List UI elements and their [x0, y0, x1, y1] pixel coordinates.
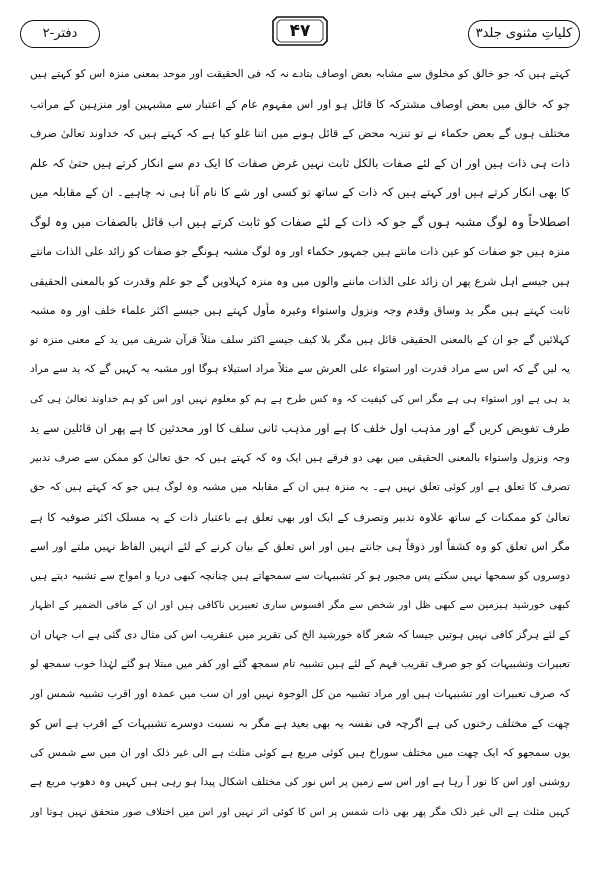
- text-line: تعبیرات وتشبیہات کو جو صرف تقریب فہم کے لئے ہیں تشبیہ تام سمجھ گئے اور کفر میں مبتلا ہو گئے لہٰذا خوب سمجھ لو: [30, 658, 570, 670]
- text-line: چھت کے مختلف رخنوں کی ہے اگرچہ فی نفسہ یہ بھی بعید ہے مگر بہ نسبت دوسرے تشبیہات کے اقرب ہے اس کو: [30, 717, 570, 730]
- text-line: تعالیٰ کو ممکنات کے ساتھ علاوہ تدبیر وتصرف کے ایک اور بھی تعلق ہے باعتبار ذات کے یہ مسلک اکثر صوفیہ کا ہے: [30, 510, 570, 524]
- section-label: دفتر-۲: [20, 20, 100, 48]
- body-text: [30, 60, 570, 827]
- text-line: کہتے ہیں کہ جو خالق کو مخلوق سے مشابہ بعض اوصاف بتادے نہ کہ فی الحقیقت اور موحد بمعنی منزہ اس کو کہتے ہیں: [30, 68, 570, 80]
- text-line: کا بھی انکار کرتے ہیں اور کہتے ہیں کہ ذات کے ساتھ تو کسی اور شے کا نام آنا ہی نہ چاہیے۔ ان کے مقابلہ میں: [30, 185, 570, 199]
- text-line: ید ہی ہے اور استواء ہی ہے مگر اس کی کیفیت کہ وہ کس طرح ہے ہم کو معلوم نہیں اور اس کو ہم خداوند تعالیٰ ہی کی: [30, 393, 570, 405]
- text-line: مگر اس تعلق کو وہ کشفاً اور ذوقاً ہی جانتے ہیں اور اس تعلق کے بیان کرنے کے لئے انہیں الفاظ نہیں ملتے اور اسے: [30, 540, 570, 553]
- text-line: طرف تفویض کریں گے اور مذہب اول خلف کا ہے اور مذہب ثانی سلف کا اور محدثین کا ہے پھر ان قائلین سے ید: [30, 421, 570, 435]
- text-line: کبھی خورشید ہیزمین سے کبھی ظل اور شخص سے مگر افسوس ساری تعبیریں ناکافی ہیں اور ان کے مافی الضمیر کے اظہار: [30, 600, 570, 611]
- text-line: ثابت کہتے ہیں مگر ید وساق وقدم وجہ ونزول واستواء وغیرہ مأول کہتے ہیں جیسے اکثر علماء خلف اور وہ مشبہ: [30, 304, 570, 317]
- text-line: ہیں جیسے اہل شرع پھر ان زائد علی الذات ماننے والوں میں وہ منزہ کہلاویں گے جو علم وقدرت کو بالمعنی الحقیقی: [30, 274, 570, 288]
- text-line: ذات ہی ذات ہیں اور ان کے لئے صفات بالکل ثابت نہیں غرض صفات کا ایک دم سے انکار کرتے ہیں حتیٰ کہ علم: [30, 155, 570, 170]
- text-line: کہلائیں گے جو ان کے بالمعنی الحقیقی قائل ہیں مگر بلا کیف جیسے اکثر سلف مثلاً قرآن شریف میں ید کے معنی منزہ تو: [30, 333, 570, 346]
- page-header: [20, 14, 580, 54]
- text-line: یہ لیں گے کہ اس سے مراد قدرت اور استواء علی العرش سے مثلاً مراد استیلاء ہوگا اور مشبہ یہ کہیں گے کہ ید سے مراد: [30, 363, 570, 375]
- book-title: کلیاتِ مثنوی جلد۳: [468, 20, 580, 48]
- text-line: کہیں مثلث ہے الی غیر ذلک مگر پھر بھی ذات شمس پر اس کا کوئی اثر نہیں اور اس میں اختلاف صور متحقق نہیں ہوتا اور: [30, 806, 570, 818]
- text-line: دوسروں کو سمجھا نہیں سکتے پس مجبور ہو کر تشبیہات سے سمجھاتے ہیں چنانچہ کبھی دریا و امواج سے تشبیہ دیتے ہیں: [30, 569, 570, 582]
- page-number: ۴۷: [289, 21, 311, 41]
- text-line: منزہ ہیں جو صفات کو عین ذات مانتے ہیں جمہور حکماء اور وہ لوگ مشبہ ہونگے جو صفات کو زائد علی الذات مانتے: [30, 245, 570, 258]
- text-line: اصطلاحاً وہ لوگ مشبہ ہوں گے جو کہ ذات کے لئے صفات کو ثابت کرتے ہیں اب قائل بالصفات میں وہ لوگ: [30, 214, 570, 229]
- text-line: روشنی اور اس کا نور آ رہا ہے اور اس سے زمین پر اس نور کی مختلف اشکال پیدا ہو رہی ہیں کہیں وہ دھوپ مربع ہے: [30, 776, 570, 788]
- text-line: کہ صرف تعبیرات اور تشبیہات ہیں اور مراد تشبیہ من کل الوجوہ نہیں اور ان سب میں عمدہ اور اقرب تشبیہ شمس اور: [30, 687, 570, 700]
- text-line: تصرف کا تعلق ہے اور کوئی تعلق نہیں ہے۔ یہ منزہ ہیں ان کے مقابلہ میں مشبہ وہ لوگ ہیں جو کہ کہتے ہیں کہ حق: [30, 481, 570, 493]
- text-line: وجہ ونزول واستواء بالمعنی الحقیقی میں بھی دو فرقے ہیں ایک وہ کہ کہتے ہیں کہ حق تعالیٰ کو ممکن سے صرف تدبیر: [30, 451, 570, 464]
- text-line: کے لئے ہرگز کافی نہیں ہوتیں جیسا کہ شعر گاہ خورشید الخ کی تقریر میں عنقریب اس کی مثال دی گئی ہے اب جہاں ان: [30, 628, 570, 641]
- text-line: مختلف ہوں گے بعض حکماء نے تو تنزیہ محض کے قائل ہونے میں اتنا غلو کیا ہے کہ کہتے ہیں کہ خداوند تعالیٰ صرف: [30, 127, 570, 140]
- text-line: یوں سمجھو کہ ایک چھت میں مختلف سوراخ ہیں کوئی مربع ہے کوئی مثلث ہے الی غیر ذلک اور ان میں سے شمس کی: [30, 746, 570, 759]
- page-number-badge: [269, 14, 331, 48]
- text-line: جو کہ خالق میں بعض اوصاف مشترکہ کا قائل ہو اور اس مفہوم عام کے اعتبار سے مشبہین اور منزہین کے مراتب: [30, 97, 570, 111]
